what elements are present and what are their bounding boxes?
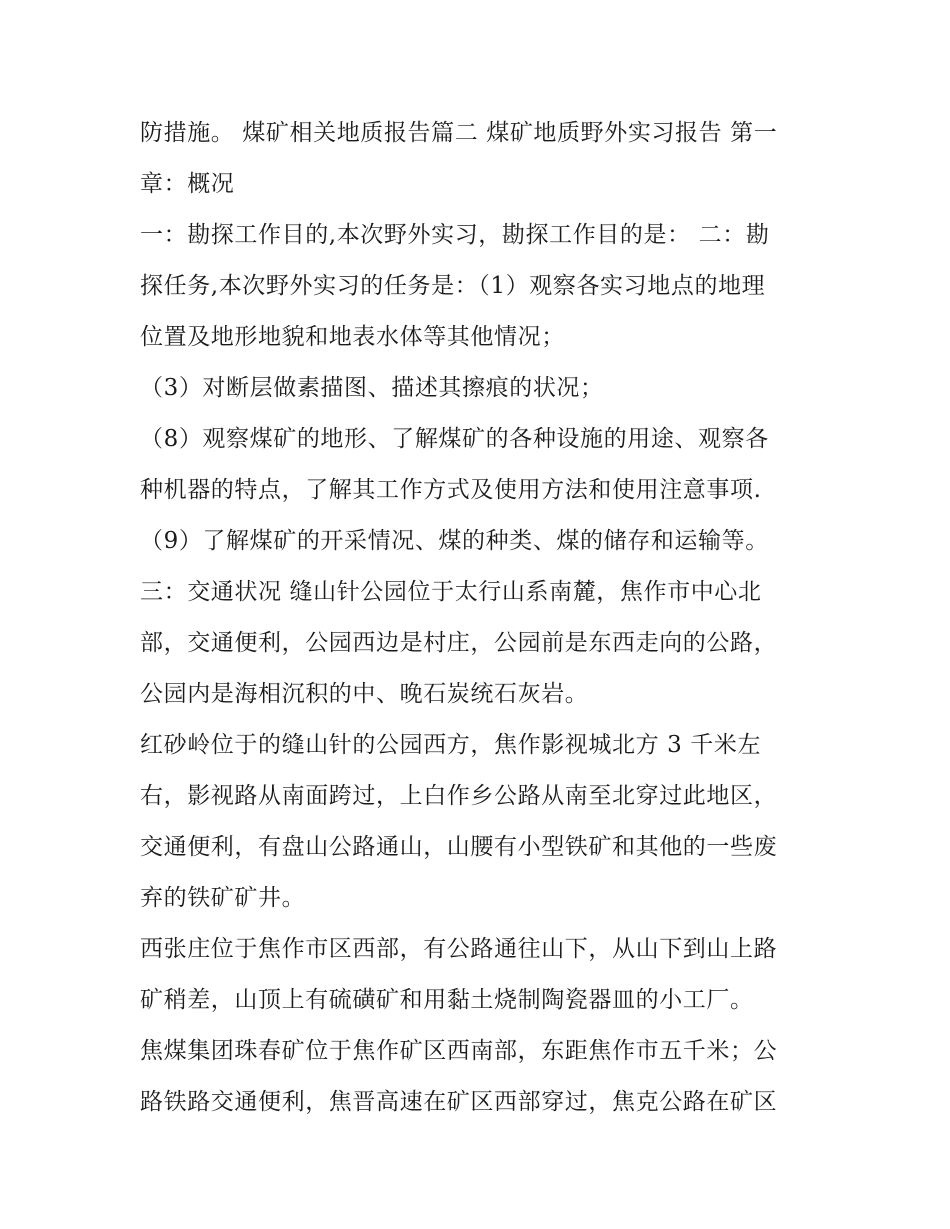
text-line: （8）观察煤矿的地形、了解煤矿的各种设施的用途、观察各 [140,426,769,452]
text-line: 防措施。 煤矿相关地质报告篇二 煤矿地质野外实习报告 第一 [140,120,778,146]
text-line: 探任务,本次野外实习的任务是：（1）观察各实习地点的地理 [140,273,766,299]
text-line: 矿稍差，山顶上有硫磺矿和用黏土烧制陶瓷器皿的小工厂。 [140,987,754,1013]
text-line: 章：概况 [140,171,235,197]
text-line: （3）对断层做素描图、描述其擦痕的状况； [140,375,604,401]
text-line: 红砂岭位于的缝山针的公园西方，焦作影视城北方 3 千米左 [140,732,762,758]
text-line: 焦煤集团珠春矿位于焦作矿区西南部，东距焦作市五千米；公 [140,1038,778,1064]
text-line: （9）了解煤矿的开采情况、煤的种类、煤的储存和运输等。 [140,528,769,554]
text-line: 右，影视路从南面跨过，上白作乡公路从南至北穿过此地区， [140,783,778,809]
text-line: 西张庄位于焦作市区西部，有公路通往山下，从山下到山上路 [140,936,778,962]
text-line: 路铁路交通便利，焦晋高速在矿区西部穿过，焦克公路在矿区 [140,1089,778,1115]
text-line: 一：勘探工作目的,本次野外实习，勘探工作目的是： 二：勘 [140,222,770,248]
text-line: 公园内是海相沉积的中、晚石炭统石灰岩。 [140,681,589,707]
text-line: 部，交通便利，公园西边是村庄，公园前是东西走向的公路， [140,630,778,656]
text-line: 位置及地形地貌和地表水体等其他情况； [140,324,565,350]
text-line: 种机器的特点，了解其工作方式及使用方法和使用注意事项. [140,477,762,503]
text-line: 弃的铁矿矿井。 [140,885,306,911]
text-line: 交通便利，有盘山公路通山，山腰有小型铁矿和其他的一些废 [140,834,778,860]
text-line: 三：交通状况 缝山针公园位于太行山系南麓，焦作市中心北 [140,579,762,605]
document-body [140,108,812,1128]
